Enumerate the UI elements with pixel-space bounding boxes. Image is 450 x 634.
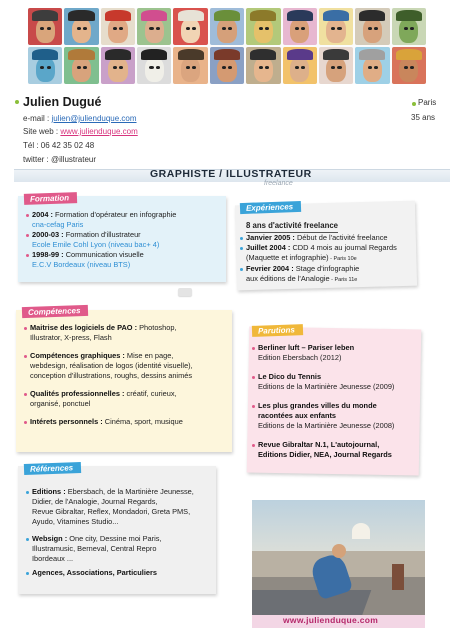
- formation-tag: Formation: [24, 192, 77, 205]
- portrait-avatar: [210, 8, 244, 45]
- portrait-face: [326, 18, 345, 42]
- portrait-hat: [214, 10, 240, 21]
- portrait-hat: [323, 49, 349, 60]
- experiences-list: [240, 233, 416, 285]
- portrait-hat: [214, 49, 240, 60]
- portrait-hat: [396, 49, 422, 60]
- parution-edition: Editions de la Martinière Jeunesse (2009): [258, 382, 395, 391]
- formation-item-sub: cna-cefag Paris: [32, 220, 84, 229]
- portrait-avatar: [283, 47, 317, 84]
- city: Paris: [418, 98, 437, 107]
- parution-edition: Editions de la Martinière Jeunesse (2008): [258, 421, 395, 430]
- parution-edition: Edition Ebersbach (2012): [258, 353, 342, 362]
- portrait-face: [36, 18, 55, 42]
- portrait-face: [108, 18, 127, 42]
- age: 35 ans: [411, 113, 436, 122]
- portrait-eye: [149, 27, 153, 30]
- portrait-strip: [28, 8, 426, 84]
- portrait-eye: [47, 66, 51, 69]
- portrait-avatar: [173, 47, 207, 84]
- portrait-hat: [178, 49, 204, 60]
- portrait-avatar: [246, 8, 280, 45]
- portrait-eye: [259, 27, 263, 30]
- portrait-eye: [368, 66, 372, 69]
- portrait-hat: [250, 49, 276, 60]
- portrait-face: [108, 57, 127, 81]
- portrait-hat: [323, 10, 349, 21]
- job-title: GRAPHISTE / ILLUSTRATEUR: [150, 168, 312, 180]
- portrait-avatar: [101, 47, 135, 84]
- reference-item: Editions : Ebersbach, de la Martinière Jeunesse,: [26, 487, 216, 497]
- competences-list: [24, 323, 230, 427]
- footer-url-link[interactable]: www.julienduque.com: [283, 615, 379, 625]
- portrait-avatar: [64, 47, 98, 84]
- email-link[interactable]: julien@julienduque.com: [51, 114, 137, 123]
- site-label: Site web :: [23, 127, 59, 136]
- portrait-eye: [156, 66, 160, 69]
- competence-item: Compétences graphiques : Mise en page,: [24, 351, 230, 361]
- portrait-hat: [141, 10, 167, 21]
- portrait-avatar: [101, 8, 135, 45]
- portrait-hat: [105, 49, 131, 60]
- competence-item: Maitrise des logiciels de PAO : Photoshop,: [24, 323, 230, 333]
- portrait-avatar: [355, 47, 389, 84]
- reference-line: Illustramusic, Berneval, Central Repro: [32, 544, 157, 553]
- portrait-face: [290, 18, 309, 42]
- references-list: [26, 487, 216, 578]
- portrait-hat: [250, 10, 276, 21]
- competence-item: Qualités professionnelles : créatif, curieux,: [24, 389, 230, 399]
- portrait-avatar: [28, 47, 62, 84]
- website-link[interactable]: www.julienduque.com: [60, 127, 138, 136]
- portrait-face: [363, 18, 382, 42]
- portrait-hat: [141, 49, 167, 60]
- person-name: Julien Dugué: [23, 95, 102, 109]
- job-subtitle: freelance: [264, 180, 293, 187]
- portrait-eye: [368, 27, 372, 30]
- portrait-eye: [47, 27, 51, 30]
- portrait-avatar: [246, 47, 280, 84]
- portrait-face: [217, 18, 236, 42]
- reference-item: Agences, Associations, Particuliers: [26, 568, 216, 578]
- parutions-list: [252, 343, 422, 460]
- portrait-face: [72, 57, 91, 81]
- formation-item-sub: Ecole Emile Cohl Lyon (niveau bac+ 4): [32, 240, 160, 249]
- portrait-hat: [396, 10, 422, 21]
- portrait-eye: [337, 66, 341, 69]
- portrait-hat: [287, 49, 313, 60]
- pin-decoration: [178, 288, 192, 296]
- competence-item: Intérets personnels : Cinéma, sport, musique: [24, 417, 230, 427]
- portrait-avatar: [319, 8, 353, 45]
- portrait-avatar: [283, 8, 317, 45]
- portrait-face: [145, 57, 164, 81]
- name-bullet: [15, 100, 19, 104]
- formation-list: [26, 210, 222, 270]
- experiences-headline: 8 ans d'activité freelance: [246, 221, 338, 233]
- experience-item: Juillet 2004 : CDD 4 mois au journal Regards: [240, 243, 416, 253]
- portrait-face: [145, 18, 164, 42]
- reference-line: Ayudo, Vitamines Studio...: [32, 517, 119, 526]
- portrait-avatar: [28, 8, 62, 45]
- phone-line: Tél : 06 42 35 02 48: [23, 141, 95, 150]
- parution-item: Revue Gibraltar N.1, L'autojournal,: [252, 440, 422, 450]
- city-bullet: [412, 102, 416, 106]
- formation-item-sub: E.C.V Bordeaux (niveau BTS): [32, 260, 131, 269]
- portrait-face: [217, 57, 236, 81]
- portrait-avatar: [355, 8, 389, 45]
- portrait-avatar: [319, 47, 353, 84]
- competence-line: organisé, ponctuel: [30, 399, 91, 408]
- portrait-avatar: [392, 8, 426, 45]
- portrait-hat: [68, 10, 94, 21]
- competence-line: conception d'illustrations, roughs, dessins animés: [30, 371, 193, 380]
- portrait-face: [181, 57, 200, 81]
- parutions-tag: Parutions: [252, 324, 303, 337]
- portrait-hat: [105, 10, 131, 21]
- portrait-eye: [337, 27, 341, 30]
- portrait-eye: [156, 27, 160, 30]
- portrait-avatar: [392, 47, 426, 84]
- twitter-line: twitter : @illustrateur: [23, 155, 97, 164]
- portrait-face: [399, 18, 418, 42]
- references-tag: Références: [24, 462, 81, 475]
- formation-item: 2004 : Formation d'opérateur en infographie: [26, 210, 222, 220]
- reference-line: Ibordeaux ...: [32, 554, 74, 563]
- parution-item: Les plus grandes villes du monde: [252, 401, 422, 411]
- portrait-hat: [359, 10, 385, 21]
- parution-title-line: Editions Didier, NEA, Journal Regards: [258, 450, 392, 459]
- competences-tag: Compétences: [22, 305, 89, 318]
- competence-line: webdesign, réalisation de logos (identité visuelle),: [30, 361, 193, 370]
- experiences-tag: Expériences: [240, 201, 301, 214]
- portrait-face: [399, 57, 418, 81]
- parution-item: Le Dico du Tennis: [252, 372, 422, 382]
- portrait-eye: [259, 66, 263, 69]
- portrait-face: [363, 57, 382, 81]
- parution-title-line: racontées aux enfants: [258, 411, 337, 420]
- email-label: e-mail :: [23, 114, 50, 123]
- formation-item: 1998-99 : Communication visuelle: [26, 250, 222, 260]
- portrait-face: [181, 18, 200, 42]
- portrait-hat: [32, 10, 58, 21]
- portrait-hat: [287, 10, 313, 21]
- portrait-avatar: [173, 8, 207, 45]
- portrait-avatar: [64, 8, 98, 45]
- reference-line: Revue Gibraltar, Reflex, Mondadori, Greta PMS,: [32, 507, 191, 516]
- portrait-avatar: [210, 47, 244, 84]
- experience-item: Fevrier 2004 : Stage d'infographie: [240, 264, 416, 274]
- experience-item-detail: aux éditions de l'Analogie - Paris 11e: [246, 274, 358, 283]
- competence-line: Illustrator, X-press, Flash: [30, 333, 112, 342]
- portrait-hat: [178, 10, 204, 21]
- formation-item: 2000-03 : Formation d'illustrateur: [26, 230, 222, 240]
- portrait-eye: [149, 66, 153, 69]
- reference-line: Didier, de l'Analogie, Journal Regards,: [32, 497, 158, 506]
- site-line: [23, 127, 138, 136]
- experience-item-detail: (Maquette et infographie) - Paris 10e: [246, 253, 357, 262]
- portrait-face: [290, 57, 309, 81]
- reference-item: Websign : One city, Dessine moi Paris,: [26, 534, 216, 544]
- rooftop-illustration: [252, 500, 425, 628]
- portrait-face: [254, 18, 273, 42]
- portrait-hat: [32, 49, 58, 60]
- experience-item: Janvier 2005 : Début de l'activité freelance: [240, 233, 416, 243]
- portrait-face: [254, 57, 273, 81]
- portrait-face: [36, 57, 55, 81]
- portrait-avatar: [137, 47, 171, 84]
- email-line: [23, 114, 137, 123]
- portrait-hat: [68, 49, 94, 60]
- portrait-hat: [359, 49, 385, 60]
- portrait-face: [72, 18, 91, 42]
- portrait-avatar: [137, 8, 171, 45]
- parution-item: Berliner luft – Pariser leben: [252, 343, 422, 353]
- portrait-face: [326, 57, 345, 81]
